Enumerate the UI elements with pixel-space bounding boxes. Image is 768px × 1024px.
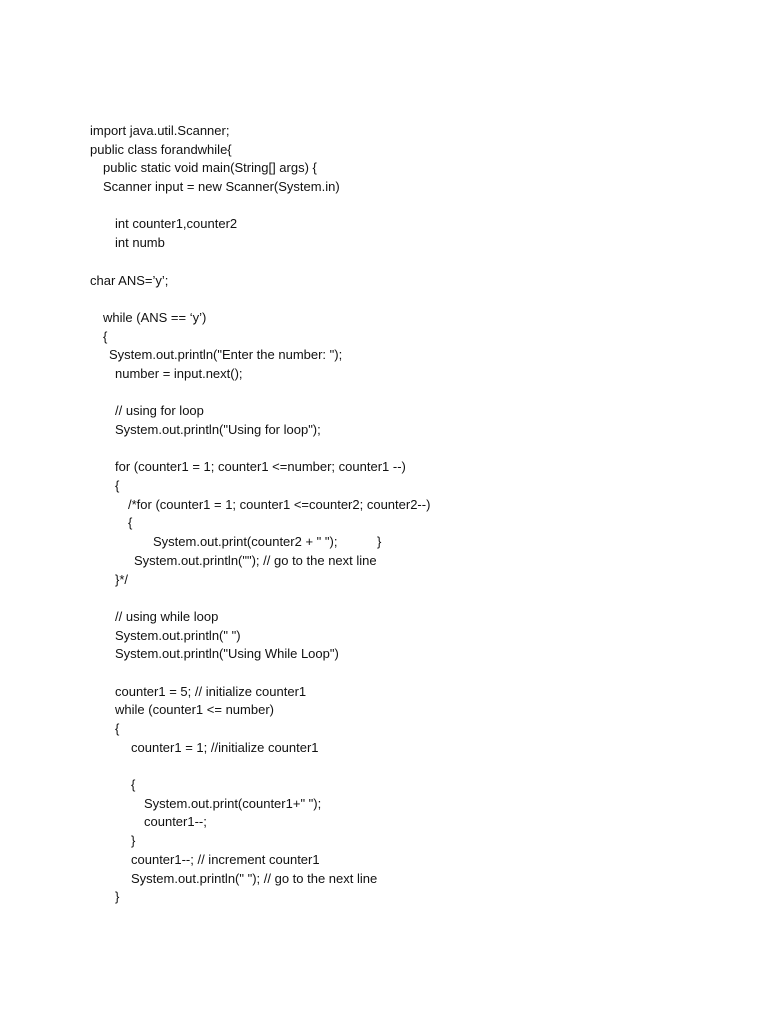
- code-line: [90, 440, 730, 459]
- code-text: number = input.next();: [115, 365, 243, 381]
- code-line: [90, 683, 730, 702]
- code-text: public class forandwhile{: [90, 141, 232, 157]
- code-line: [90, 757, 730, 776]
- code-text: // using while loop: [115, 608, 219, 624]
- code-text: System.out.print(counter1+" ");: [144, 795, 322, 811]
- code-text: counter1 = 5; // initialize counter1: [115, 683, 307, 699]
- code-line: [90, 215, 730, 234]
- code-text: {: [128, 515, 133, 531]
- code-text: }: [131, 833, 136, 849]
- code-text: import java.util.Scanner;: [90, 123, 230, 138]
- code-text-closing-brace: }: [377, 534, 382, 550]
- code-line: [90, 309, 730, 328]
- code-text: Scanner input = new Scanner(System.in): [103, 179, 340, 195]
- code-line: [90, 571, 730, 590]
- code-line: [90, 552, 730, 571]
- code-text: }*/: [115, 571, 129, 587]
- code-text: while (counter1 <= number): [115, 702, 274, 718]
- code-line: [90, 533, 730, 552]
- code-line: [90, 645, 730, 664]
- code-text: counter1--; // increment counter1: [131, 851, 320, 867]
- code-text: {: [115, 478, 120, 494]
- code-line: [90, 701, 730, 720]
- code-line: [90, 813, 730, 832]
- code-line: [90, 496, 730, 515]
- code-text: int numb: [115, 235, 165, 251]
- code-text: {: [115, 721, 120, 736]
- code-line: [90, 141, 730, 160]
- code-line: [90, 477, 730, 496]
- code-text: /*for (counter1 = 1; counter1 <=counter2; counter2--): [128, 496, 431, 512]
- code-line: [90, 851, 730, 870]
- code-line: [90, 608, 730, 627]
- code-line: [90, 589, 730, 608]
- code-text: for (counter1 = 1; counter1 <=number; counter1 --): [115, 459, 406, 475]
- code-line: [90, 253, 730, 272]
- code-line: [90, 234, 730, 253]
- code-text: counter1 = 1; //initialize counter1: [131, 739, 319, 755]
- code-text: System.out.println(" "); // go to the next line: [131, 870, 378, 886]
- code-text: counter1--;: [144, 814, 207, 830]
- code-text: int counter1,counter2: [115, 216, 238, 232]
- code-text: // using for loop: [115, 403, 204, 419]
- code-text: System.out.println(" "): [115, 627, 241, 643]
- code-line: [90, 514, 730, 533]
- code-text: System.out.println("Using for loop");: [115, 422, 321, 437]
- code-text: char ANS=’y’;: [90, 272, 169, 288]
- code-text: {: [103, 328, 108, 344]
- code-line: [90, 290, 730, 309]
- code-line: [90, 832, 730, 851]
- code-line: [90, 384, 730, 403]
- code-line: [90, 627, 730, 646]
- code-line: [90, 664, 730, 683]
- code-text: }: [115, 889, 120, 905]
- code-text: System.out.println("Using While Loop"): [115, 646, 339, 662]
- code-text: {: [131, 777, 136, 793]
- code-line: [90, 197, 730, 216]
- code-line: [90, 328, 730, 347]
- code-text: System.out.print(counter2 + " ");: [153, 534, 338, 550]
- code-line: [90, 159, 730, 178]
- code-line: [90, 458, 730, 477]
- code-text: while (ANS == ‘y’): [103, 309, 207, 325]
- code-line: [90, 122, 730, 141]
- code-line: [90, 178, 730, 197]
- code-text: System.out.println("Enter the number: ");: [109, 347, 343, 363]
- code-listing: [90, 122, 730, 907]
- code-text: System.out.println(""); // go to the next line: [134, 552, 377, 568]
- code-line: [90, 739, 730, 758]
- code-line: [90, 346, 730, 365]
- code-line: [90, 272, 730, 291]
- code-line: [90, 776, 730, 795]
- code-line: [90, 365, 730, 384]
- code-line: [90, 421, 730, 440]
- code-text: public static void main(String[] args) {: [103, 160, 317, 176]
- code-line: [90, 402, 730, 421]
- code-line: [90, 795, 730, 814]
- code-line: [90, 720, 730, 739]
- code-line: [90, 888, 730, 907]
- code-line: [90, 870, 730, 889]
